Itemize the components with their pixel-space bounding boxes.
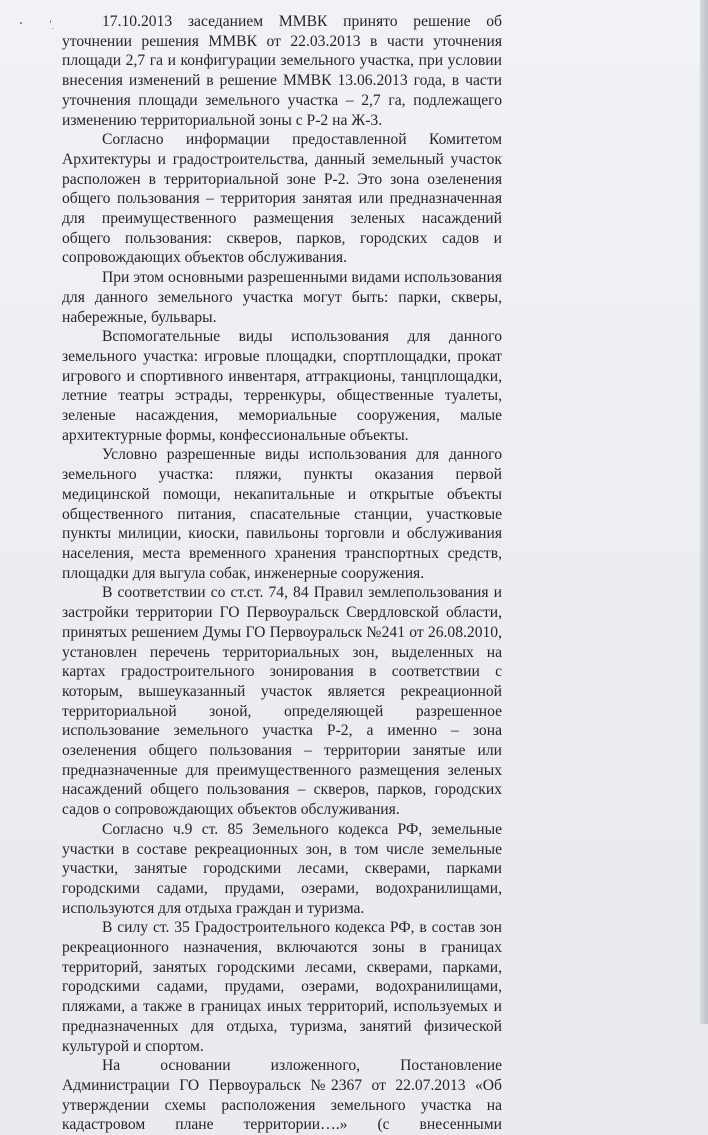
paragraph-conclusion: На основании изложенного, Постановление Администрации ГО Первоуральск №2367 от 22.07.2013 «Об утверждении схемы расположения земельного участка на кадастровом плане территории….» (с внесенными xyxy=(62,1057,502,1134)
document-body xyxy=(62,12,502,1135)
scan-speck xyxy=(52,28,53,29)
scan-speck xyxy=(20,22,22,24)
paragraph-urban-planning-code: В силу ст. 35 Градостроительного кодекса РФ, в состав зон рекреационного назначения, включаются зоны в границах территорий, занятых городскими лесами, скверами, парками, городскими садами, прудами, озерами, водохранилищами, пляжами, а также в границах иных территорий, используемых и предназначенных для отдыха, туризма, занятий физической культурой и спортом. xyxy=(62,919,502,1055)
page-edge-shadow xyxy=(700,0,708,1024)
paragraph-land-use-rules: В соответствии со ст.ст. 74, 84 Правил землепользования и застройки территории ГО Первоуральск Свердловской области, принятых решением Думы ГО Первоуральск №241 от 26.08.2010, установлен перечень территориальных зон, выделенных на картах градостроительного зонирования в соответствии с которым, вышеуказанный участок является рекреационной территориальной зоной, определяющей разрешенное использование земельного участка Р-2, а именно – зона озеленения общего пользования – территории занятые или предназначенные для преимущественного размещения зеленых насаждений общего пользования – скверов, парков, городских садов о сопровождающих объектов обслуживания. xyxy=(62,584,502,819)
paragraph-conditional-uses: Условно разрешенные виды использования для данного земельного участка: пляжи, пункты оказания первой медицинской помощи, некапитальные и открытые объекты общественного питания, спасательные станции, участковые пункты милиции, киоски, павильоны торговли и обслуживания населения, места временного хранения транспортных средств, площадки для выгула собак, инженерные сооружения. xyxy=(62,446,502,582)
paragraph-main-permitted-uses: При этом основными разрешенными видами использования для данного земельного участка могут быть: парки, скверы, набережные, бульвары. xyxy=(62,269,502,326)
paragraph-mmvk-decision: 17.10.2013 заседанием ММВК принято решение об уточнении решения ММВК от 22.03.2013 в части уточнения площади 2,7 га и конфигурации земельного участка, при условии внесения изменений в решение ММВК 13.06.2013 года, в части уточнения площади земельного участка – 2,7 га, подлежащего изменению территориальной зоны с Р-2 на Ж-3. xyxy=(62,13,502,129)
paragraph-auxiliary-uses: Вспомогательные виды использования для данного земельного участка: игровые площадки, спортплощадки, прокат игрового и спортивного инвентаря, аттракционы, танцплощадки, летние театры эстрады, терренкуры, общественные туалеты, зеленые насаждения, мемориальные сооружения, малые архитектурные формы, конфессиональные объекты. xyxy=(62,328,502,444)
paragraph-land-code: Согласно ч.9 ст. 85 Земельного кодекса РФ, земельные участки в составе рекреационных зон, в том числе земельные участки, занятые городскими лесами, скверами, парками городскими садами, прудами, озерами, водохранилищами, используются для отдыха граждан и туризма. xyxy=(62,820,502,917)
scan-speck xyxy=(50,20,51,23)
paragraph-zone-r2-info: Согласно информации предоставленной Комитетом Архитектуры и градостроительства, данный земельный участок расположен в территориальной зоне Р-2. Это зона озеленения общего пользования – территория занятая или предназначенная для преимущественного размещения зеленых насаждений общего пользования: скверов, парков, городских садов и сопровождающих объектов обслуживания. xyxy=(62,131,502,267)
